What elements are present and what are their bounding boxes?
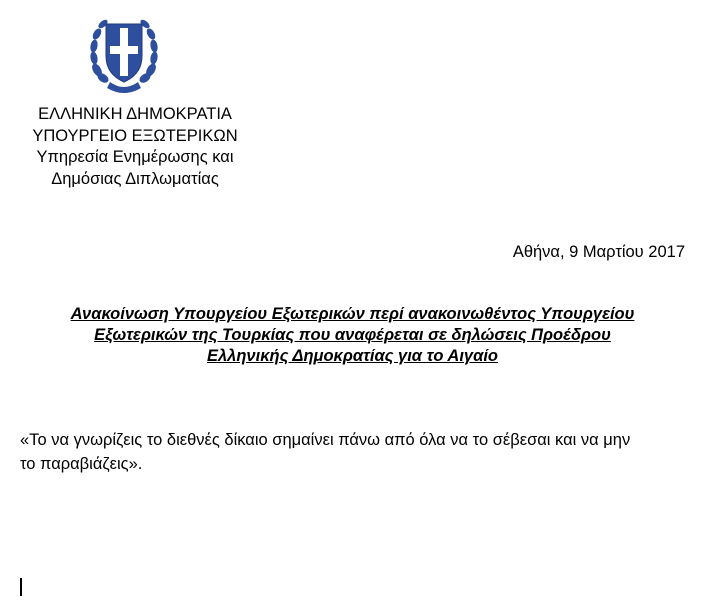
title-line-2: Εξωτερικών της Τουρκίας που αναφέρεται σε δηλώσεις Προέδρου (94, 326, 611, 344)
issuer-header (20, 104, 250, 190)
header-service-line2: Δημόσιας Διπλωματίας (51, 169, 219, 188)
text-cursor[interactable] (20, 578, 22, 596)
header-service-line1: Υπηρεσία Ενημέρωσης και (36, 148, 234, 166)
body-quote (20, 428, 690, 476)
announcement-title (20, 304, 685, 367)
body-line-2: το παραβιάζεις». (20, 455, 143, 473)
document-date: Αθήνα, 9 Μαρτίου 2017 (512, 243, 685, 261)
title-line-1: Ανακοίνωση Υπουργείου Εξωτερικών περί ανακοινωθέντος Υπουργείου (70, 305, 635, 323)
header-country: ΕΛΛΗΝΙΚΗ ΔΗΜΟΚΡΑΤΙΑ (38, 105, 232, 123)
header-ministry: ΥΠΟΥΡΓΕΙΟ ΕΞΩΤΕΡΙΚΩΝ (32, 126, 238, 145)
greek-coat-of-arms-icon (88, 12, 160, 94)
body-line-1: «Το να γνωρίζεις το διεθνές δίκαιο σημαίνει πάνω από όλα να το σέβεσαι και να μην (20, 431, 631, 449)
title-line-3: Ελληνικής Δημοκρατίας για το Αιγαίο (207, 347, 498, 365)
